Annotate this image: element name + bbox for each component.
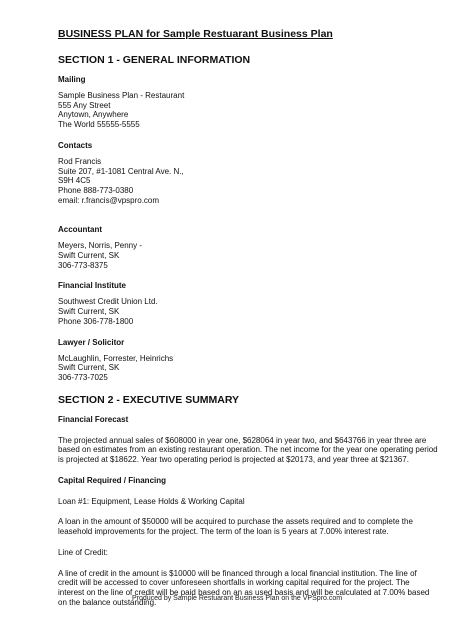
- line-of-credit-text: A line of credit in the amount is $10000 will be financed through a local financial institution. The line of credit will be accessed to cover unforeseen shortfalls in working capital required for the project. The interest on the line of credit will be paid based on an as used basis and will be calculated at 7.00% based on the balance outstanding.: [58, 568, 430, 607]
- mailing-heading: Mailing: [58, 75, 86, 84]
- accountant-heading: Accountant: [58, 225, 102, 235]
- contact-line: S9H 4C5: [58, 176, 91, 186]
- lawyer-heading: Lawyer / Solicitor: [58, 337, 125, 347]
- financial-forecast-text: The projected annual sales of $608000 in year one, $628064 in year two, and $643766 in year three are based on estimates from an existing restaurant operation. The net income for the year one operating period is projected at $18622. Year two operating period is projected at $20173, and year three at $21367.: [58, 435, 438, 465]
- page-footer: Produced by Sample Restuarant Business Plan on the VPSpro.com: [131, 595, 343, 602]
- accountant-line: 306-773-8375: [58, 260, 108, 270]
- mailing-line: 555 Any Street: [58, 100, 111, 110]
- capital-required-heading: Capital Required / Financing: [58, 475, 167, 485]
- mailing-line: The World 55555-5555: [58, 120, 140, 130]
- contact-email: email: r.francis@vpspro.com: [58, 195, 160, 205]
- loan-title: Loan #1: Equipment, Lease Holds & Working Capital: [58, 496, 245, 506]
- lawyer-line: 306-773-7025: [58, 372, 108, 382]
- financial-institute-line: Southwest Credit Union Ltd.: [58, 297, 158, 307]
- document-title: BUSINESS PLAN for Sample Restuarant Business Plan: [58, 28, 333, 40]
- contacts-details: [58, 157, 438, 206]
- document-page: [58, 28, 438, 607]
- line-of-credit-title: Line of Credit:: [58, 547, 108, 557]
- contact-line: Rod Francis: [58, 156, 102, 166]
- contact-line: Suite 207, #1-1081 Central Ave. N.,: [58, 166, 184, 176]
- contact-line: Phone 888-773-0380: [58, 185, 134, 195]
- section-2-title: SECTION 2 - EXECUTIVE SUMMARY: [58, 393, 240, 406]
- contacts-heading: Contacts: [58, 140, 93, 150]
- lawyer-details: [58, 354, 438, 383]
- accountant-details: [58, 241, 438, 270]
- financial-institute-heading: Financial Institute: [58, 281, 127, 291]
- financial-forecast-heading: Financial Forecast: [58, 414, 129, 424]
- lawyer-line: Swift Current, SK: [58, 363, 120, 373]
- accountant-line: Swift Current, SK: [58, 251, 120, 261]
- financial-institute-line: Phone 306-778-1800: [58, 316, 134, 326]
- mailing-line: Sample Business Plan - Restaurant: [58, 91, 185, 100]
- loan-text: A loan in the amount of $50000 will be acquired to purchase the assets required and to complete the leasehold improvements for the project. The term of the loan is 5 years at 7.00% interest rate.: [58, 517, 413, 537]
- financial-institute-details: [58, 297, 438, 326]
- financial-institute-line: Swift Current, SK: [58, 307, 120, 317]
- accountant-line: Meyers, Norris, Penny -: [58, 241, 143, 251]
- lawyer-line: McLaughlin, Forrester, Heinrichs: [58, 353, 174, 363]
- mailing-address: [58, 91, 438, 130]
- mailing-line: Anytown, Anywhere: [58, 110, 129, 120]
- section-1-title: SECTION 1 - GENERAL INFORMATION: [58, 54, 251, 66]
